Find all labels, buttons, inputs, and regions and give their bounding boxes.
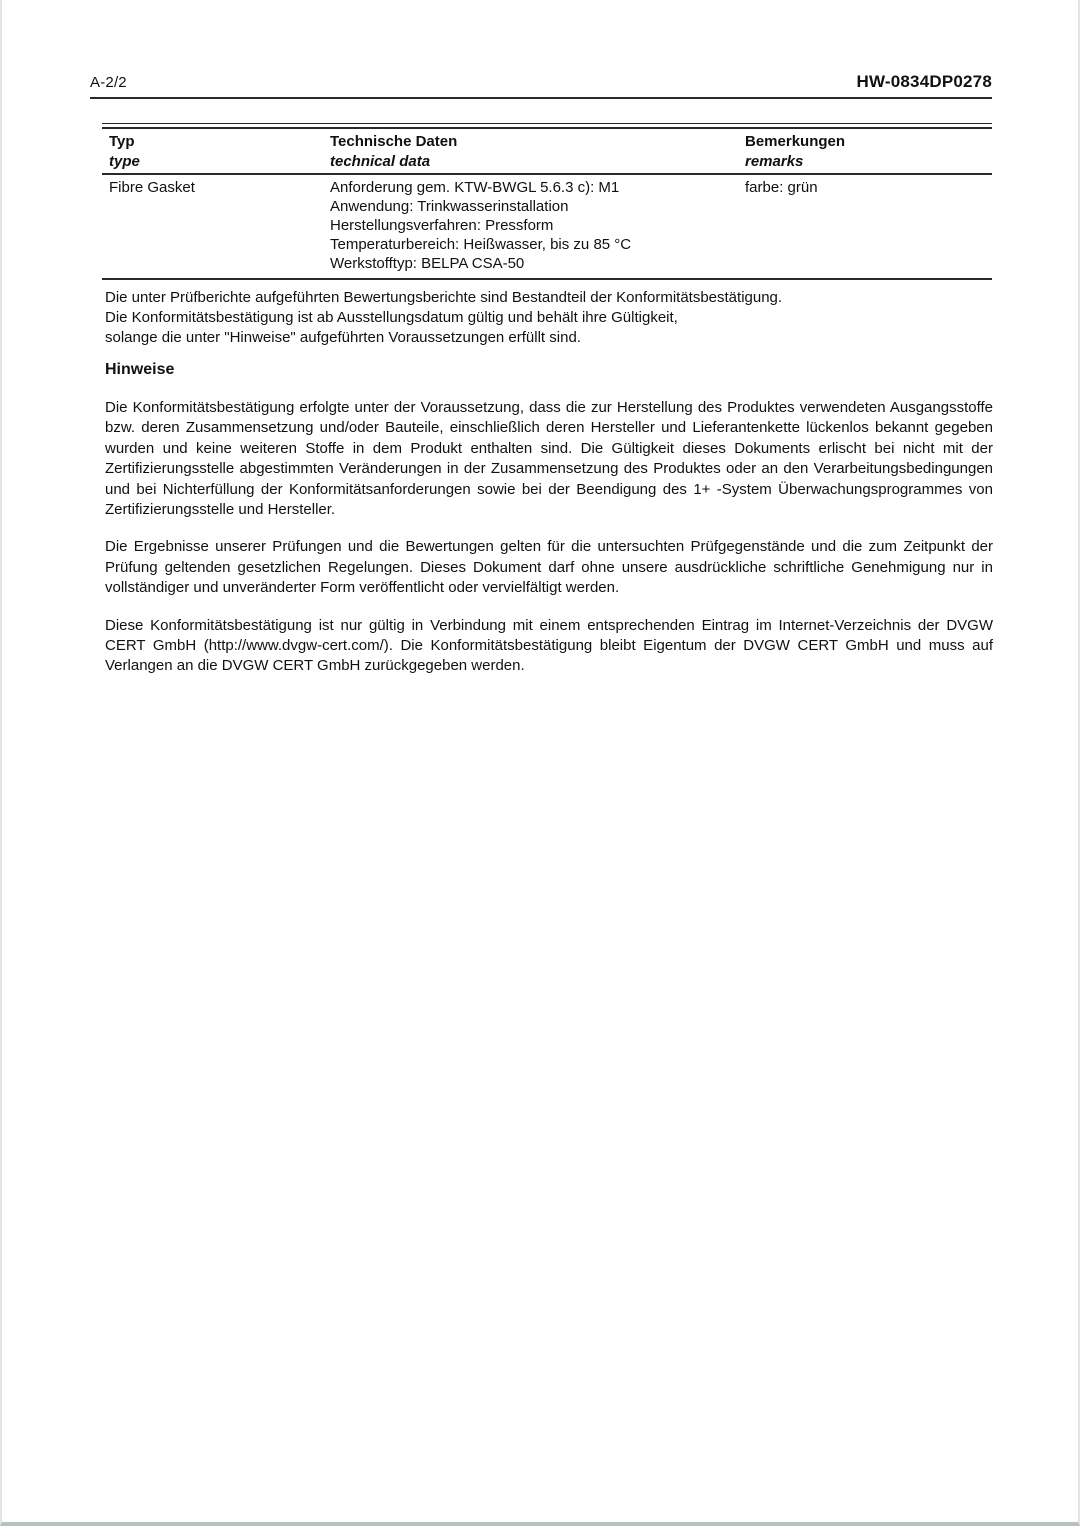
hinweise-paragraph-2: Die Ergebnisse unserer Prüfungen und die Bewertungen gelten für die untersuchten Prüfgegenstände und die zum Zeitpunkt der Prüfung geltenden gesetzlichen Regelungen. Dieses Dokument darf ohne unsere ausdrückliche schriftliche Genehmigung nur in vollständiger und unveränderter Form veröffentlicht oder vervielfältigt werden. bbox=[105, 538, 993, 597]
document-number: HW-0834DP0278 bbox=[856, 72, 992, 91]
header-rule bbox=[90, 97, 992, 99]
cell-typ: Fibre Gasket bbox=[109, 179, 195, 196]
cell-technische-daten bbox=[323, 178, 738, 273]
technical-data-line: Anwendung: Trinkwasserinstallation bbox=[330, 198, 569, 215]
table-bottom-rule bbox=[102, 278, 992, 280]
intro-line: Die Konformitätsbestätigung ist ab Ausstellungsdatum gültig und behält ihre Gültigkeit, bbox=[105, 309, 678, 326]
page-number-label: A-2/2 bbox=[90, 74, 127, 91]
hinweise-paragraph-1: Die Konformitätsbestätigung erfolgte unter der Voraussetzung, dass die zur Herstellung des Produktes verwendeten Ausgangsstoffe bzw. deren Zusammensetzung und/oder Bauteile, einschließlich deren Hersteller und Lieferantenkette lückenlos bekannt gegeben wurden und keine weiteren Stoffe in dem Produkt enthalten sind. Die Gültigkeit dieses Dokuments erlischt bei nicht mit der Zertifizierungsstelle abgestimmten Veränderungen in der Zusammensetzung des Produktes oder an den Verarbeitungsbedingungen und bei Nichterfüllung der Konformitätsanforderungen sowie bei der Beendigung des 1+ -System Überwachungsprogrammes von Zertifizierungsstelle und Hersteller. bbox=[105, 399, 993, 519]
column-header-bemerkungen-en: remarks bbox=[745, 153, 804, 170]
column-header-bemerkungen bbox=[738, 132, 992, 171]
spec-table bbox=[102, 123, 992, 280]
column-header-technische-daten bbox=[323, 132, 738, 171]
column-header-typ-de: Typ bbox=[109, 133, 135, 150]
intro-paragraph bbox=[105, 288, 995, 348]
intro-line: solange die unter "Hinweise" aufgeführten Voraussetzungen erfüllt sind. bbox=[105, 329, 581, 346]
cell-bemerkungen: farbe: grün bbox=[745, 179, 818, 196]
hinweise-heading: Hinweise bbox=[105, 361, 175, 378]
page-header bbox=[90, 72, 992, 99]
intro-line: Die unter Prüfberichte aufgeführten Bewertungsberichte sind Bestandteil der Konformitätsbestätigung. bbox=[105, 289, 783, 306]
technical-data-line: Herstellungsverfahren: Pressform bbox=[330, 217, 554, 234]
hinweise-paragraph-3: Diese Konformitätsbestätigung ist nur gültig in Verbindung mit einem entsprechenden Eintrag im Internet-Verzeichnis der DVGW CERT GmbH (http://www.dvgw-cert.com/). Die Konformitätsbestätigung bleibt Eigentum der DVGW CERT GmbH und muss auf Verlangen an die DVGW CERT GmbH zurückgegeben werden. bbox=[105, 616, 993, 675]
table-row bbox=[102, 175, 992, 278]
technical-data-line: Temperaturbereich: Heißwasser, bis zu 85 °C bbox=[330, 236, 632, 253]
table-header-row bbox=[102, 129, 992, 173]
column-header-bemerkungen-de: Bemerkungen bbox=[745, 133, 846, 150]
technical-data-line: Werkstofftyp: BELPA CSA-50 bbox=[330, 255, 525, 272]
column-header-technische-daten-en: technical data bbox=[330, 153, 431, 170]
column-header-typ bbox=[102, 132, 323, 171]
page-header-row bbox=[90, 72, 992, 92]
hinweise-paragraphs bbox=[105, 398, 993, 694]
technical-data-line: Anforderung gem. KTW-BWGL 5.6.3 c): M1 bbox=[330, 179, 620, 196]
column-header-typ-en: type bbox=[109, 153, 140, 170]
column-header-technische-daten-de: Technische Daten bbox=[330, 133, 458, 150]
